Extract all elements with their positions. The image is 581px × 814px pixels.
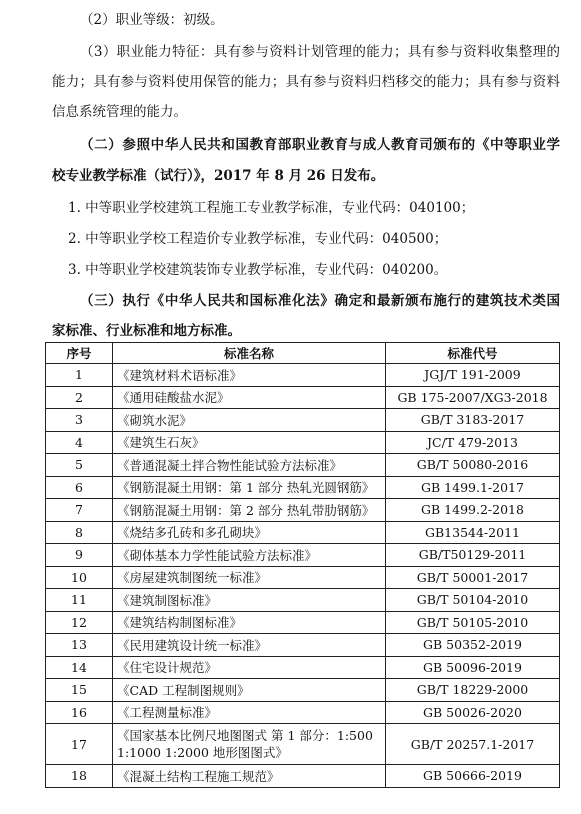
row-number: 3 (46, 409, 113, 432)
row-standard-code: GB13544-2011 (386, 521, 560, 544)
table-row (46, 364, 560, 387)
row-standard-name: 《住宅设计规范》 (113, 656, 386, 679)
row-standard-code: GB 1499.1-2017 (386, 476, 560, 499)
row-standard-name: 《建筑生石灰》 (113, 431, 386, 454)
row-standard-name: 《工程测量标准》 (113, 701, 386, 724)
row-standard-code: GB 50352-2019 (386, 634, 560, 657)
row-standard-name: 《砌筑水泥》 (113, 409, 386, 432)
row-standard-name: 《通用硅酸盐水泥》 (113, 386, 386, 409)
ability-paragraph-line-1: （3）职业能力特征：具有参与资料计划管理的能力；具有参与资料收集整理的 (80, 44, 560, 60)
row-number: 10 (46, 566, 113, 589)
row-number: 8 (46, 521, 113, 544)
ability-paragraph-line-3: 信息系统管理的能力。 (52, 104, 187, 120)
table-row (46, 679, 560, 702)
table-row (46, 701, 560, 724)
row-standard-code: GB 50666-2019 (386, 765, 560, 788)
row-number: 17 (46, 724, 113, 765)
row-standard-code: GB 50026-2020 (386, 701, 560, 724)
standard-item-2: 2. 中等职业学校工程造价专业教学标准，专业代码：040500； (68, 231, 448, 247)
section-three-heading-line-1: （三）执行《中华人民共和国标准化法》确定和最新颁布施行的建筑技术类国 (80, 293, 560, 309)
row-standard-code: GB 175-2007/XG3-2018 (386, 386, 560, 409)
table-row (46, 765, 560, 788)
header-standard-code: 标准代号 (386, 343, 560, 364)
row-number: 2 (46, 386, 113, 409)
row-number: 18 (46, 765, 113, 788)
table-row (46, 409, 560, 432)
table-row (46, 589, 560, 612)
table-row (46, 521, 560, 544)
row-standard-name: 《建筑材料术语标准》 (113, 364, 386, 387)
row-standard-code: JC/T 479-2013 (386, 431, 560, 454)
row-number: 11 (46, 589, 113, 612)
ability-paragraph-line-2: 能力；具有参与资料使用保管的能力；具有参与资料归档移交的能力；具有参与资料 (52, 74, 560, 90)
table-row (46, 386, 560, 409)
table-row (46, 724, 560, 765)
row-standard-name: 《普通混凝土拌合物性能试验方法标准》 (113, 454, 386, 477)
row-standard-name: 《混凝土结构工程施工规范》 (113, 765, 386, 788)
row-number: 5 (46, 454, 113, 477)
standard-item-3: 3. 中等职业学校建筑装饰专业教学标准，专业代码：040200。 (68, 262, 448, 278)
section-two-heading-line-2: 校专业教学标准（试行）》，2017 年 8 月 26 日发布。 (52, 168, 385, 184)
row-standard-name: 《房屋建筑制图统一标准》 (113, 566, 386, 589)
row-standard-name: 《钢筋混凝土用钢：第 2 部分 热轧带肋钢筋》 (113, 499, 386, 522)
row-number: 12 (46, 611, 113, 634)
table-row (46, 476, 560, 499)
row-standard-code: GB/T 50105-2010 (386, 611, 560, 634)
standards-table (45, 342, 560, 788)
row-standard-name: 《建筑结构制图标准》 (113, 611, 386, 634)
row-standard-code: GB/T 50080-2016 (386, 454, 560, 477)
vocational-level-paragraph: （2）职业等级：初级。 (80, 12, 224, 28)
row-standard-name: 《CAD 工程制图规则》 (113, 679, 386, 702)
row-standard-code: GB/T 18229-2000 (386, 679, 560, 702)
table-row (46, 634, 560, 657)
row-number: 6 (46, 476, 113, 499)
table-row (46, 544, 560, 567)
row-standard-name: 《建筑制图标准》 (113, 589, 386, 612)
header-number: 序号 (46, 343, 113, 364)
row-number: 1 (46, 364, 113, 387)
table-row (46, 611, 560, 634)
row-number: 14 (46, 656, 113, 679)
row-standard-name: 《砌体基本力学性能试验方法标准》 (113, 544, 386, 567)
table-row (46, 499, 560, 522)
row-standard-code: GB/T 20257.1-2017 (386, 724, 560, 765)
row-standard-code: GB 1499.2-2018 (386, 499, 560, 522)
table-row (46, 656, 560, 679)
section-three-heading-line-2: 家标准、行业标准和地方标准。 (52, 323, 241, 339)
table-header-row (46, 343, 560, 364)
row-number: 9 (46, 544, 113, 567)
row-standard-name: 《钢筋混凝土用钢：第 1 部分 热轧光圆钢筋》 (113, 476, 386, 499)
header-standard-name: 标准名称 (113, 343, 386, 364)
table-row (46, 454, 560, 477)
row-standard-code: GB/T 50104-2010 (386, 589, 560, 612)
row-standard-code: JGJ/T 191-2009 (386, 364, 560, 387)
row-number: 4 (46, 431, 113, 454)
row-standard-code: GB/T50129-2011 (386, 544, 560, 567)
row-standard-code: GB 50096-2019 (386, 656, 560, 679)
row-number: 15 (46, 679, 113, 702)
row-number: 13 (46, 634, 113, 657)
row-standard-name: 《国家基本比例尺地图图式 第 1 部分：1:500 1:1000 1:2000 地形图图式》 (113, 724, 386, 765)
row-standard-name: 《民用建筑设计统一标准》 (113, 634, 386, 657)
standard-item-1: 1. 中等职业学校建筑工程施工专业教学标准，专业代码：040100； (68, 200, 475, 216)
row-standard-code: GB/T 3183-2017 (386, 409, 560, 432)
section-two-heading-line-1: （二）参照中华人民共和国教育部职业教育与成人教育司颁布的《中等职业学 (80, 137, 560, 153)
row-standard-code: GB/T 50001-2017 (386, 566, 560, 589)
row-number: 16 (46, 701, 113, 724)
row-number: 7 (46, 499, 113, 522)
row-standard-name: 《烧结多孔砖和多孔砌块》 (113, 521, 386, 544)
table-row (46, 431, 560, 454)
table-row (46, 566, 560, 589)
